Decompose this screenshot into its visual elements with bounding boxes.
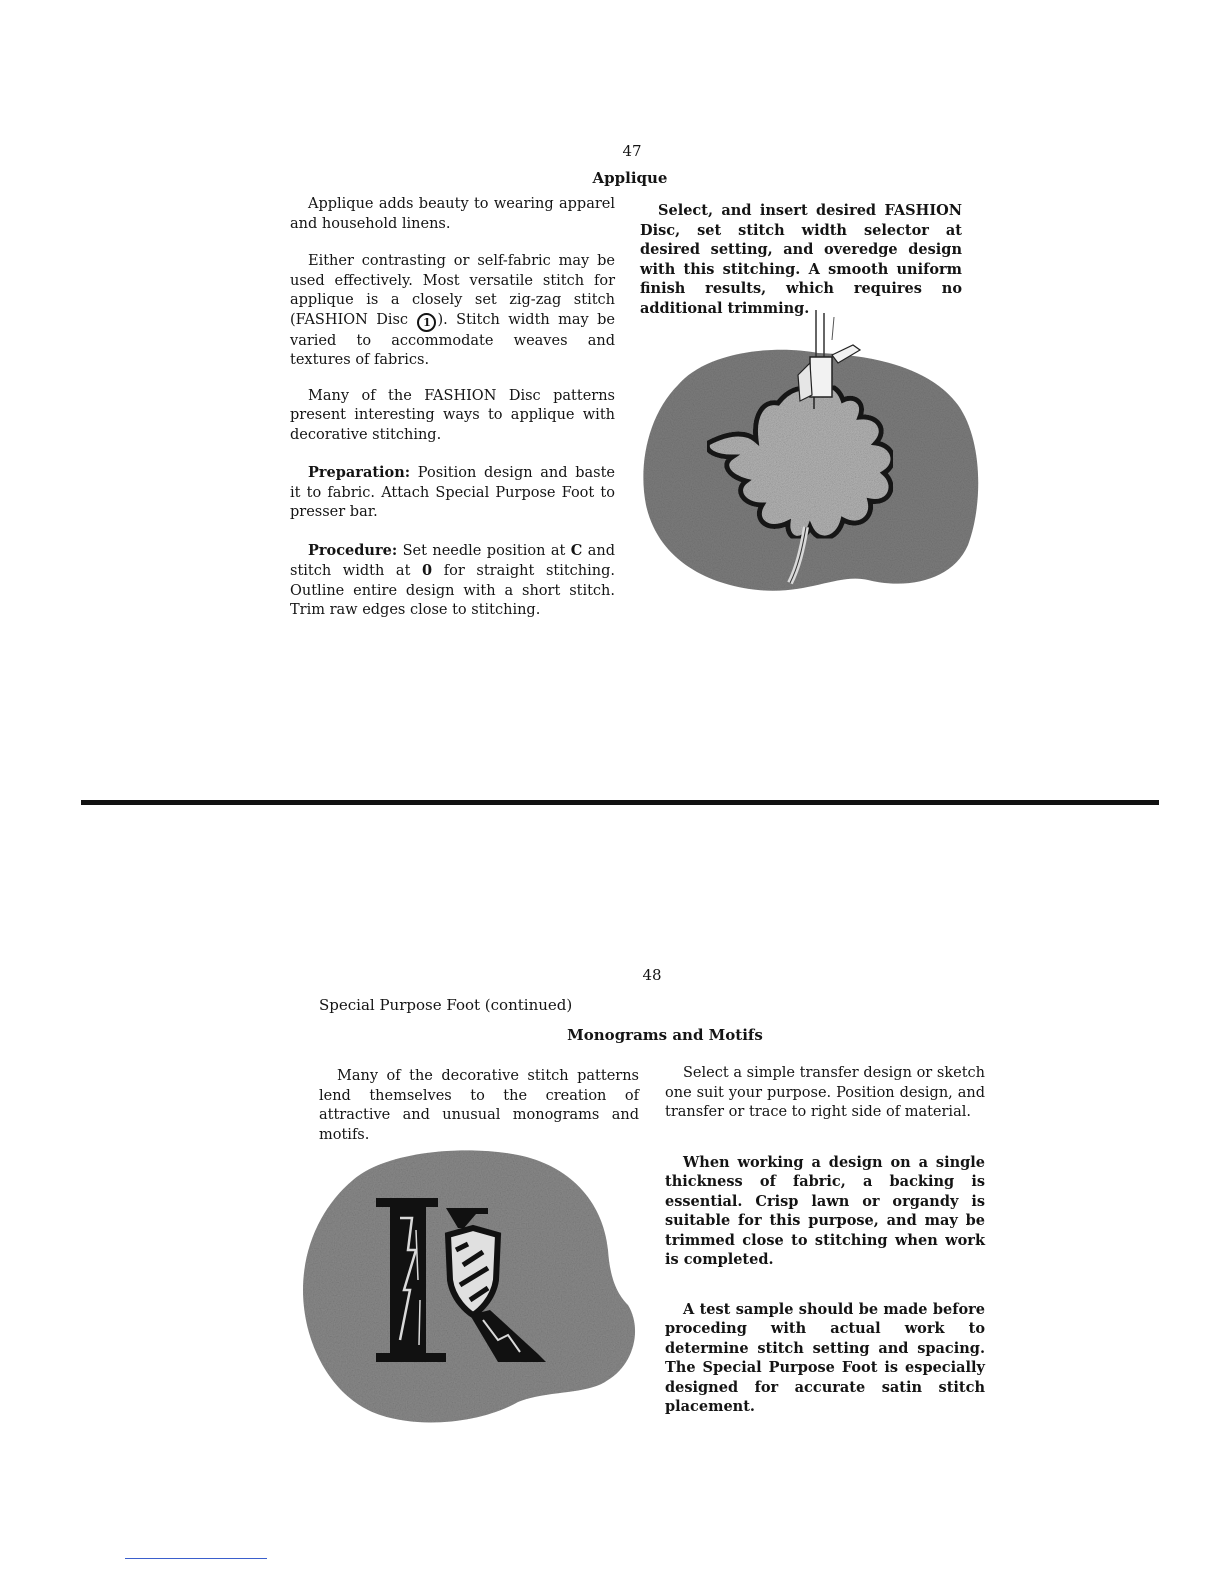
applique-patterns-paragraph: [290, 387, 615, 446]
monograms-intro-paragraph: [319, 1067, 639, 1145]
procedure-text-c: for straight stitching. Outline entire design with a short stitch. Trim raw edges close to stitching.: [290, 563, 615, 618]
applique-fabric-text-a: Either contrasting or self-fabric may be used effectively. Most versatile stitch for applique is a closely set zig-zag stitch (FASHION Disc: [290, 253, 615, 328]
monograms-backing-text: When working a design on a single thickness of fabric, a backing is essential. Crisp lawn or organdy is suitable for this purpose, and may be trimmed close to stitching when work is completed.: [665, 1153, 985, 1268]
stitch-width-value: 0: [422, 562, 433, 579]
applique-fabric-paragraph: [290, 252, 615, 371]
applique-procedure-paragraph: [290, 541, 615, 621]
monograms-right-column: [665, 1064, 985, 1417]
page-divider: [81, 800, 1159, 805]
applique-overedge-text: Select, and insert desired FASHION Disc, set stitch width selector at desired setting, and overedge design with this stitching. A smooth uniform finish results, which requires no additional trimming.: [640, 202, 962, 317]
needle-position-value: C: [570, 541, 583, 559]
monograms-test-paragraph: [665, 1300, 985, 1417]
preparation-label: Preparation:: [308, 464, 411, 481]
monograms-intro-text: Many of the decorative stitch patterns lend themselves to the creation of attractive and unusual monograms and motifs.: [319, 1068, 639, 1143]
monogram-k-illustration: [298, 1140, 638, 1430]
applique-left-column: [290, 195, 615, 621]
procedure-text-b: and stitch width at: [290, 542, 616, 579]
applique-intro-paragraph: [290, 195, 615, 234]
preparation-text: Position design and baste it to fabric. Attach Special Purpose Foot to presser bar.: [290, 465, 615, 520]
monograms-transfer-paragraph: [665, 1064, 985, 1123]
applique-fabric-text-b: ). Stitch width may be varied to accommodate weaves and textures of fabrics.: [290, 311, 615, 368]
page-title-applique: Applique: [592, 169, 668, 187]
page-title-monograms: Monograms and Motifs: [567, 1026, 763, 1044]
page-number-47: 47: [622, 142, 642, 160]
procedure-label: Procedure:: [308, 541, 398, 559]
monograms-left-column: [319, 1067, 639, 1145]
monograms-transfer-text: Select a simple transfer design or sketch one suit your purpose. Position design, and transfer or trace to right side of material.: [665, 1065, 985, 1120]
applique-overedge-paragraph: [640, 201, 962, 318]
monograms-test-text: A test sample should be made before proceding with actual work to determine stitch setting and spacing. The Special Purpose Foot is especially designed for accurate satin stitch placement.: [665, 1300, 985, 1415]
leaf-applique-illustration: [638, 305, 983, 600]
applique-intro-text: Applique adds beauty to wearing apparel and household linens.: [290, 196, 615, 232]
applique-preparation-paragraph: [290, 463, 615, 523]
applique-right-column: [640, 201, 962, 318]
procedure-text-a: Set needle position at: [397, 542, 571, 559]
section-title-continued: Special Purpose Foot (continued): [319, 996, 573, 1014]
applique-patterns-text: Many of the FASHION Disc patterns present interesting ways to applique with decorative stitching.: [290, 387, 615, 443]
monograms-backing-paragraph: [665, 1153, 985, 1270]
disc-number-icon: 1: [417, 313, 436, 332]
page-number-48: 48: [642, 966, 662, 984]
footnote-link-line: [125, 1558, 267, 1559]
